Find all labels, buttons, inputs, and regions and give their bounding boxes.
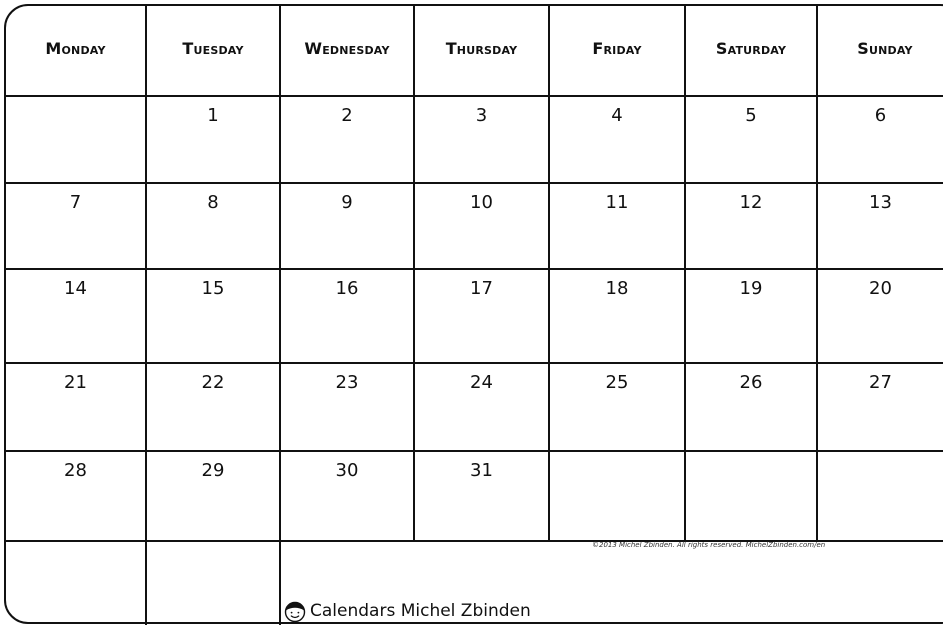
- day-number: 29: [201, 460, 225, 481]
- day-cell: [415, 364, 548, 450]
- day-cell: [550, 184, 684, 270]
- smiley-face-icon: [283, 600, 307, 622]
- day-cell: [6, 270, 145, 356]
- day-cell: [818, 364, 943, 450]
- day-number: 25: [605, 372, 629, 393]
- brand-credit: [283, 598, 531, 624]
- day-cell: [6, 364, 145, 450]
- day-cell: [281, 452, 413, 538]
- day-cell: [415, 452, 548, 538]
- day-cell: [686, 97, 816, 183]
- day-cell: [281, 184, 413, 270]
- day-number: 5: [745, 105, 757, 126]
- day-number: 4: [611, 105, 623, 126]
- day-number: 7: [69, 192, 82, 213]
- brand-label: Calendars Michel Zbinden: [310, 601, 531, 621]
- day-number: 14: [64, 278, 87, 299]
- day-number: 20: [869, 278, 892, 299]
- day-cell: [550, 97, 684, 183]
- day-number: 30: [335, 460, 359, 481]
- day-number: 31: [470, 460, 493, 481]
- day-number: 18: [605, 278, 629, 299]
- day-number: 13: [869, 192, 892, 213]
- day-number: 28: [64, 460, 87, 481]
- day-cell: [818, 452, 943, 538]
- day-cell: [147, 97, 279, 183]
- day-cell: [6, 184, 145, 270]
- day-cell: [686, 270, 816, 356]
- weekday-friday: Friday: [592, 39, 642, 58]
- weekday-monday: Monday: [45, 39, 106, 58]
- day-cell: [281, 270, 413, 356]
- weekday-tuesday: Tuesday: [182, 39, 244, 58]
- day-number: 17: [470, 278, 493, 299]
- day-number: 27: [869, 372, 892, 393]
- day-cell: [147, 364, 279, 450]
- day-cell: [550, 364, 684, 450]
- day-cell: [818, 270, 943, 356]
- day-cell: [550, 452, 684, 538]
- day-cell: [415, 97, 548, 183]
- weekday-wednesday: Wednesday: [304, 39, 390, 58]
- day-number: 1: [207, 105, 219, 126]
- day-number: 15: [201, 278, 225, 299]
- day-cell: [147, 452, 279, 538]
- day-cell: [686, 184, 816, 270]
- day-cell: [147, 184, 279, 270]
- day-cell: [818, 184, 943, 270]
- day-cell: [281, 364, 413, 450]
- day-number: 2: [341, 105, 353, 126]
- day-cell: [415, 270, 548, 356]
- day-number: 26: [739, 372, 763, 393]
- day-cell: [686, 452, 816, 538]
- day-cell: [6, 452, 145, 538]
- day-number: 3: [475, 105, 488, 126]
- day-cell: [6, 97, 145, 183]
- day-cell: [415, 184, 548, 270]
- day-number: 11: [605, 192, 629, 213]
- weekday-sunday: Sunday: [857, 39, 913, 58]
- day-cell: [686, 364, 816, 450]
- copyright-notice: ©2013 Michel Zbinden. All rights reserved. MichelZbinden.com/en: [592, 541, 826, 549]
- day-number: 21: [64, 372, 87, 393]
- day-cell: [281, 97, 413, 183]
- day-number: 9: [341, 192, 353, 213]
- day-number: 10: [470, 192, 493, 213]
- day-number: 23: [335, 372, 359, 393]
- day-cell: [147, 270, 279, 356]
- day-cell: [818, 97, 943, 183]
- day-number: 6: [874, 105, 887, 126]
- day-cell: [550, 270, 684, 356]
- day-number: 8: [207, 192, 219, 213]
- day-number: 24: [470, 372, 493, 393]
- day-number: 12: [739, 192, 763, 213]
- day-number: 22: [201, 372, 225, 393]
- day-number: 16: [335, 278, 359, 299]
- weekday-saturday: Saturday: [715, 39, 787, 58]
- day-number: 19: [739, 278, 763, 299]
- weekday-thursday: Thursday: [445, 39, 518, 58]
